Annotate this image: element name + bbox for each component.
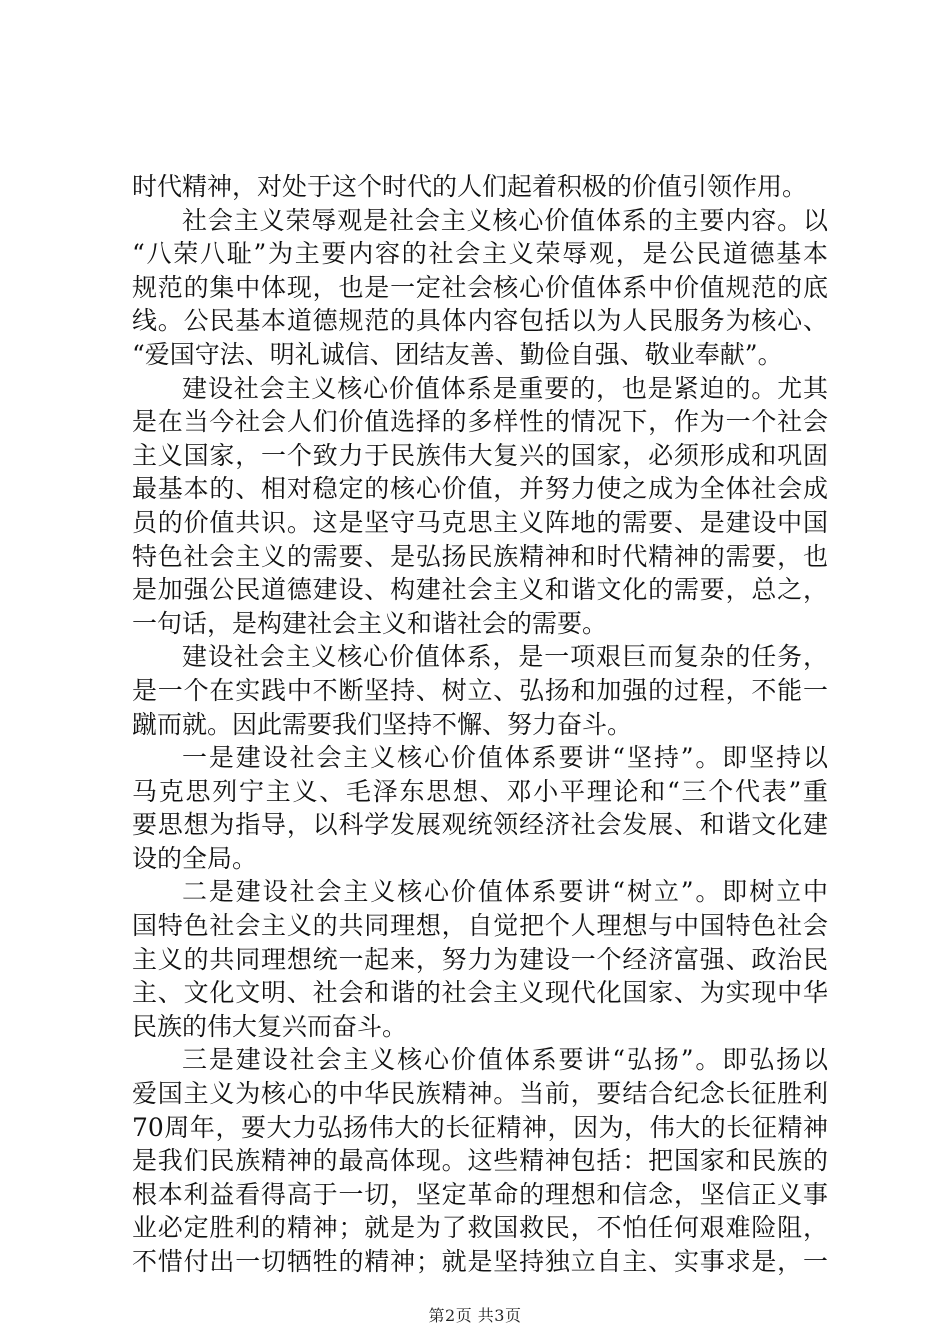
body-text bbox=[132, 170, 828, 1279]
text-line: 国特色社会主义的共同理想，自觉把个人理想与中国特色社会 bbox=[132, 911, 828, 941]
text-line: 设的全局。 bbox=[132, 843, 258, 873]
text-line: 一句话，是构建社会主义和谐社会的需要。 bbox=[132, 608, 608, 638]
text-line: 主义国家，一个致力于民族伟大复兴的国家，必须形成和巩固 bbox=[132, 440, 828, 470]
text-line: 要思想为指导，以科学发展观统领经济社会发展、和谐文化建 bbox=[132, 810, 828, 840]
text-line: 马克思列宁主义、毛泽东思想、邓小平理论和“三个代表”重 bbox=[132, 776, 828, 806]
text-line: 是一个在实践中不断坚持、树立、弘扬和加强的过程，不能一 bbox=[132, 675, 828, 705]
text-line: 是加强公民道德建设、构建社会主义和谐文化的需要，总之， bbox=[132, 575, 828, 605]
text-line: 主、文化文明、社会和谐的社会主义现代化国家、为实现中华 bbox=[132, 978, 828, 1008]
paragraph-first-line: 建设社会主义核心价值体系，是一项艰巨而复杂的任务， bbox=[182, 642, 828, 672]
text-line: 是在当今社会人们价值选择的多样性的情况下，作为一个社会 bbox=[132, 407, 828, 437]
text-line: 70周年，要大力弘扬伟大的长征精神，因为，伟大的长征精神 bbox=[132, 1112, 828, 1142]
text-line: 业必定胜利的精神；就是为了救国救民，不怕任何艰难险阻， bbox=[132, 1213, 828, 1243]
text-line: 员的价值共识。这是坚守马克思主义阵地的需要、是建设中国 bbox=[132, 507, 828, 537]
text-line: 不惜付出一切牺牲的精神；就是坚持独立自主、实事求是，一 bbox=[132, 1247, 828, 1276]
text-line: 时代精神，对处于这个时代的人们起着积极的价值引领作用。 bbox=[132, 172, 808, 201]
text-line: “爱国守法、明礼诚信、团结友善、勤俭自强、敬业奉献”。 bbox=[132, 339, 783, 369]
text-line: 蹴而就。因此需要我们坚持不懈、努力奋斗。 bbox=[132, 709, 633, 739]
paragraph-first-line: 建设社会主义核心价值体系是重要的，也是紧迫的。尤其 bbox=[182, 373, 828, 403]
paragraph-first-line: 一是建设社会主义核心价值体系要讲“坚持”。即坚持以 bbox=[182, 743, 828, 773]
paragraph-first-line: 三是建设社会主义核心价值体系要讲“弘扬”。即弘扬以 bbox=[182, 1045, 828, 1075]
paragraph-first-line: 二是建设社会主义核心价值体系要讲“树立”。即树立中 bbox=[182, 877, 828, 907]
text-line: 最基本的、相对稳定的核心价值，并努力使之成为全体社会成 bbox=[132, 474, 828, 504]
text-line: 主义的共同理想统一起来，努力为建设一个经济富强、政治民 bbox=[132, 944, 828, 974]
text-line: 特色社会主义的需要、是弘扬民族精神和时代精神的需要，也 bbox=[132, 541, 828, 571]
text-line: 线。公民基本道德规范的具体内容包括以为人民服务为核心、 bbox=[132, 306, 828, 336]
text-line: 民族的伟大复兴而奋斗。 bbox=[132, 1011, 408, 1041]
text-line: “八荣八耻”为主要内容的社会主义荣辱观，是公民道德基本 bbox=[132, 239, 828, 269]
text-line: 规范的集中体现，也是一定社会核心价值体系中价值规范的底 bbox=[132, 272, 828, 302]
text-line: 是我们民族精神的最高体现。这些精神包括：把国家和民族的 bbox=[132, 1146, 828, 1176]
text-line: 爱国主义为核心的中华民族精神。当前，要结合纪念长征胜利 bbox=[132, 1079, 828, 1109]
text-line: 根本利益看得高于一切，坚定革命的理想和信念，坚信正义事 bbox=[132, 1179, 828, 1209]
paragraph-first-line: 社会主义荣辱观是社会主义核心价值体系的主要内容。以 bbox=[182, 205, 828, 235]
page-number-footer: 第2页 共3页 bbox=[428, 1306, 522, 1325]
